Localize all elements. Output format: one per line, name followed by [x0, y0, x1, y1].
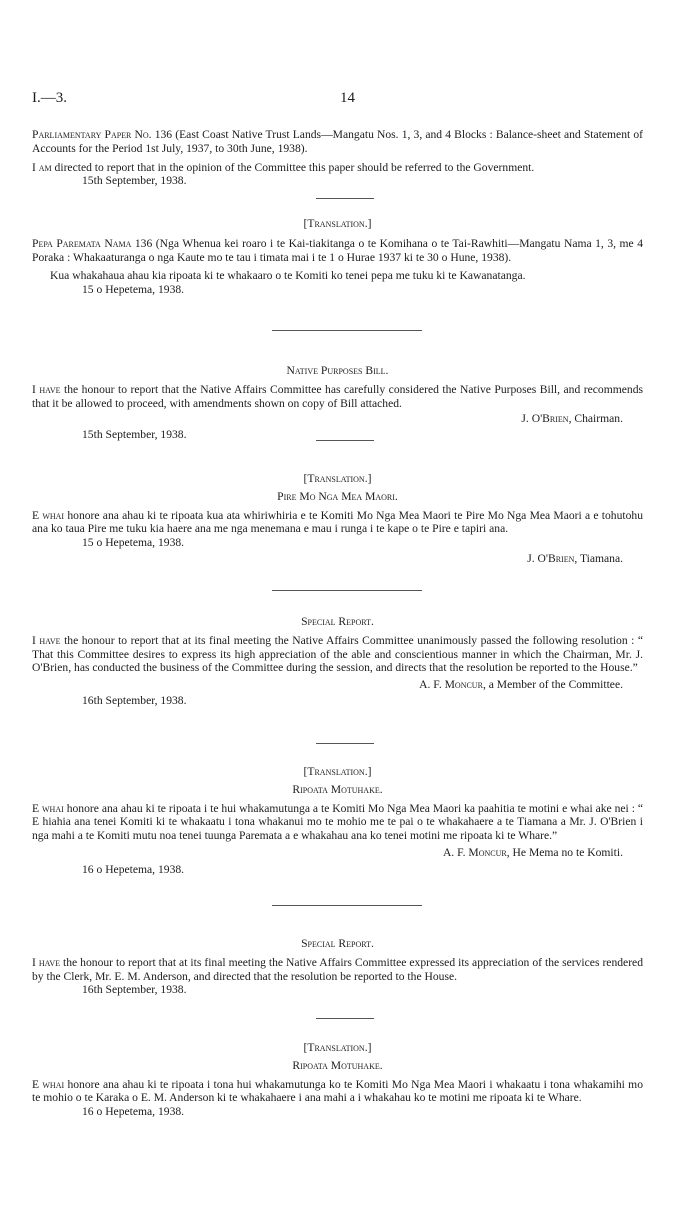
section-divider — [272, 330, 422, 331]
translation-3-text: honore ana ahau ki te ripoata i te hui whakamutunga a te Komiti Mo Nga Mea Maori ka paahitia te motini e whai ake nei : “ E hiahia ana tenei Komiti ki te whakaatu i tona whakanui mo te mohio me te pai o te whakahaere a te Tiamana a Mr. J. O'Brien i nga mahi a te Komiti mutu noa tenei tuunga Paremata a e whakahau ana ko tenei motini me ripoata ki te Whare.” — [32, 801, 643, 843]
translation-1-lead: Pepa Paremata Nama — [32, 236, 132, 250]
special-report-2-heading: Special Report. — [301, 937, 374, 950]
signature-name: J. O'Brien — [527, 551, 575, 565]
signature-role: , Chairman. — [568, 412, 623, 426]
native-purposes-bill-lead: I have — [32, 382, 61, 396]
paper-text: 136 (East Coast Native Trust Lands—Mangatu Nos. 1, 3, and 4 Blocks : Balance-sheet and Statement of Accounts for the Period 1st July, 1937, to 30th June, 1938). — [32, 128, 643, 155]
translation-2-signature — [32, 552, 643, 566]
special-report-2-text: the honour to report that at its final meeting the Native Affairs Committee expressed its appreciation of the services rendered by the Clerk, Mr. E. M. Anderson, and directed that the resolution be reported to the House. — [32, 955, 643, 983]
translation-4-subheading: Ripoata Motuhake. — [292, 1058, 383, 1072]
native-purposes-bill-paragraph — [32, 383, 643, 411]
section-divider — [272, 905, 422, 906]
special-report-2-section — [32, 937, 643, 997]
paper-report-text: directed to report that in the opinion of the Committee this paper should be referred to the Government. — [51, 160, 535, 174]
translation-2-paragraph — [32, 509, 643, 537]
translation-1-section — [32, 217, 643, 297]
signature-name: A. F. Moncur — [419, 678, 483, 692]
native-purposes-bill-signature — [32, 412, 643, 426]
translation-3-paragraph — [32, 802, 643, 843]
translation-4-text: honore ana ahau ki te ripoata i tona hui whakamutunga ko te Komiti Mo Nga Mea Maori i whakaatu i tona whakamihi mo te mohio o te Karaka o E. M. Anderson ki te whakahaere i ana mahi a i whakahau ko te motini me ripoata ki te Whare. — [32, 1077, 643, 1105]
translation-2-text: honore ana ahau ki te ripoata kua ata whiriwhiria e te Komiti Mo Nga Mea Maori te Pire Mo Nga Mea Maori a e tohutohu ana ko taua Pire me tuku kia haere ana me nga menemana e mau i runga i te kape o te Pire e tapiri ana. — [32, 508, 644, 536]
special-report-1-date: 16th September, 1938. — [82, 693, 187, 707]
special-report-2-date: 16th September, 1938. — [82, 983, 187, 997]
special-report-1-heading: Special Report. — [301, 615, 374, 628]
signature-role: , Tiamana. — [574, 551, 623, 565]
translation-1-text: 136 (Nga Whenua kei roaro i te Kai-tiakitanga o te Komihana o te Tai-Rawhiti—Mangatu Nama 1, 3, me 4 Poraka : Whakaaturanga o nga Kaute mo te tau i timata mai i te 1 o Hurae 1937 ki te 30 o Hune, 1938). — [32, 236, 644, 264]
translation-1-date: 15 o Hepetema, 1938. — [82, 283, 185, 297]
translation-4-paragraph — [32, 1078, 643, 1106]
special-report-2-paragraph — [32, 956, 643, 984]
page-header — [32, 92, 643, 112]
native-purposes-bill-text: the honour to report that the Native Affairs Committee has carefully considered the Native Purposes Bill, and recommends that it be allowed to proceed, with amendments shown on copy of Bill attached. — [32, 382, 644, 410]
section-divider — [316, 743, 374, 744]
translation-2-section — [32, 472, 643, 566]
signature-role: , a Member of the Committee. — [482, 678, 623, 692]
translation-3-section — [32, 765, 643, 877]
paper-date: 15th September, 1938. — [82, 174, 187, 188]
translation-heading: [Translation.] — [303, 765, 372, 778]
parliamentary-paper-section — [32, 128, 643, 188]
translation-3-subheading: Ripoata Motuhake. — [292, 782, 383, 796]
special-report-1-signature — [32, 678, 643, 692]
special-report-1-section — [32, 615, 643, 708]
translation-4-date: 16 o Hepetema, 1938. — [82, 1105, 185, 1119]
paper-report-lead: I am — [32, 160, 52, 174]
special-report-1-lead: I have — [32, 633, 61, 647]
page-number: 14 — [340, 90, 355, 106]
section-divider — [272, 590, 422, 591]
translation-2-lead: E whai — [32, 508, 65, 522]
paper-report-paragraph — [32, 161, 643, 175]
translation-heading: [Translation.] — [303, 1041, 372, 1054]
native-purposes-bill-heading: Native Purposes Bill. — [286, 364, 389, 377]
paper-lead: Parliamentary Paper No. — [32, 128, 152, 141]
translation-2-date: 15 o Hepetema, 1938. — [82, 536, 185, 550]
section-divider — [316, 1018, 374, 1019]
native-purposes-bill-section — [32, 364, 643, 442]
translation-4-lead: E whai — [32, 1077, 65, 1091]
translation-4-section — [32, 1041, 643, 1119]
native-purposes-bill-date: 15th September, 1938. — [82, 428, 187, 442]
translation-heading: [Translation.] — [303, 472, 372, 485]
translation-1-title-paragraph — [32, 237, 643, 265]
signature-name: J. O'Brien — [521, 412, 569, 426]
special-report-1-text: the honour to report that at its final meeting the Native Affairs Committee unanimously passed the following resolution : “ That this Committee desires to express its high appreciation of the able and conscientious manner in which the Chairman, Mr. J. O'Brien, has conducted the business of the Committee during the session, and directs that the resolution be reported to the House.” — [32, 633, 644, 675]
paper-title-paragraph — [32, 128, 643, 156]
special-report-1-paragraph — [32, 634, 643, 675]
translation-3-lead: E whai — [32, 801, 64, 815]
special-report-2-lead: I have — [32, 955, 61, 969]
section-divider — [316, 440, 374, 441]
signature-name: A. F. Moncur — [442, 845, 507, 859]
section-divider — [316, 198, 374, 199]
translation-1-body: Kua whakahaua ahau kia ripoata ki te whakaaro o te Komiti ko tenei pepa me tuku ki te Kawanatanga. — [50, 269, 526, 283]
translation-heading: [Translation.] — [303, 217, 372, 230]
paper-reference: I.—3. — [32, 90, 67, 106]
translation-3-signature — [32, 846, 643, 860]
translation-3-date: 16 o Hepetema, 1938. — [82, 862, 185, 876]
translation-2-subheading: Pire Mo Nga Mea Maori. — [277, 489, 398, 503]
signature-role: , He Mema no te Komiti. — [506, 845, 623, 859]
